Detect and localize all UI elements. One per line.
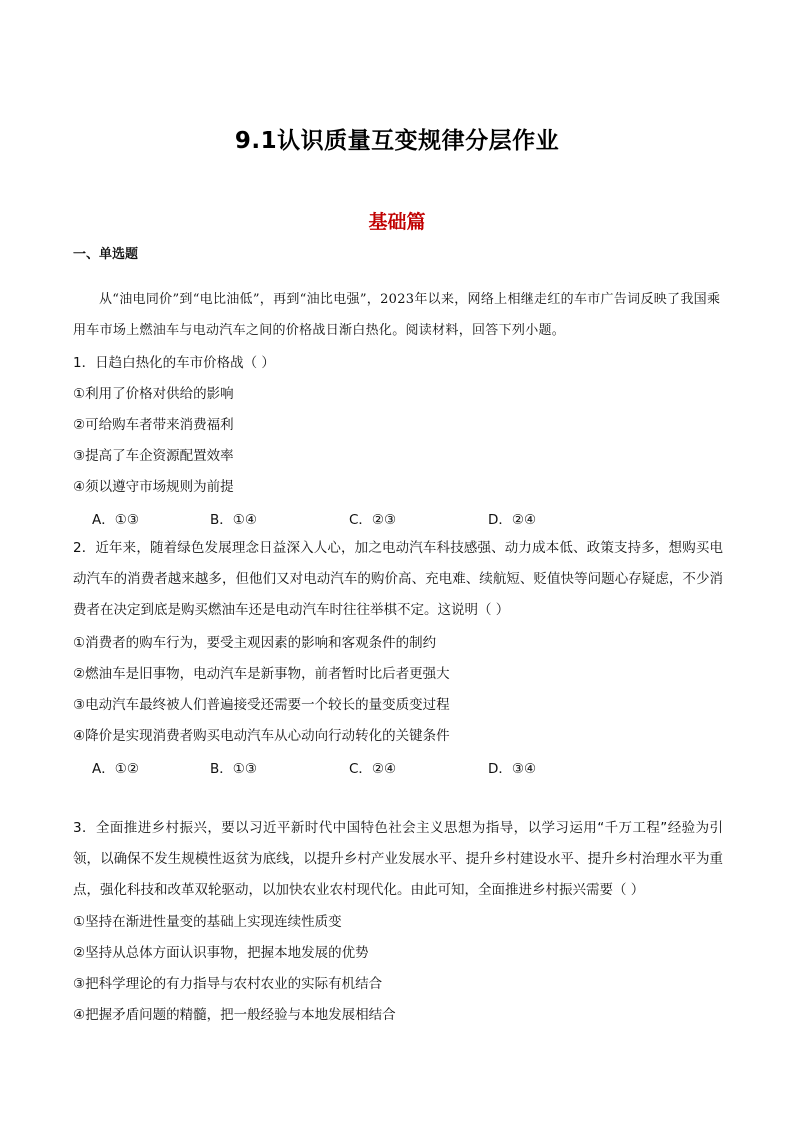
question-2-item-1: ①消费者的购车行为，要受主观因素的影响和客观条件的制约 <box>73 635 437 651</box>
question-2-item-4: ④降价是实现消费者购买电动汽车从心动向行动转化的关键条件 <box>73 728 450 744</box>
question-1-item-3: ③提高了车企资源配置效率 <box>73 448 234 464</box>
question-2-option-a[interactable]: A．①② <box>92 761 139 777</box>
question-1-option-d[interactable]: D．②④ <box>488 512 537 528</box>
question-1-option-a[interactable]: A．①③ <box>92 512 139 528</box>
question-2-option-d[interactable]: D．③④ <box>488 761 537 777</box>
section-level-title: 基础篇 <box>368 211 426 233</box>
question-1-item-2: ②可给购车者带来消费福利 <box>73 417 234 433</box>
question-1-item-1: ①利用了价格对供给的影响 <box>73 386 234 402</box>
document-title: 9.1认识质量互变规律分层作业 <box>234 128 560 154</box>
question-1-option-c[interactable]: C．②③ <box>349 512 397 528</box>
intro-paragraph: 从“油电同价”到“电比油低”，再到“油比电强”，2023年以来，网络上相继走红的车市广告词反映了我国乘用车市场上燃油车与电动汽车之间的价格战日渐白热化。阅读材料，回答下列小题。 <box>73 292 721 338</box>
question-3-item-3: ③把科学理论的有力指导与农村农业的实际有机结合 <box>73 976 383 992</box>
question-3-stem: 3．全面推进乡村振兴，要以习近平新时代中国特色社会主义思想为指导，以学习运用“千万工程”经验为引领，以确保不发生规模性返贫为底线，以提升乡村产业发展水平、提升乡村建设水平、提升乡村治理水平为重点，强化科技和改革双轮驱动，以加快农业农村现代化。由此可知，全面推进乡村振兴需要（ ） <box>73 820 723 898</box>
question-3-item-1: ①坚持在渐进性量变的基础上实现连续性质变 <box>73 914 342 930</box>
question-1-option-b[interactable]: B．①④ <box>210 512 257 528</box>
question-3-item-4: ④把握矛盾问题的精髓，把一般经验与本地发展相结合 <box>73 1007 396 1023</box>
section-heading: 一、单选题 <box>73 247 139 262</box>
question-1-stem: 1．日趋白热化的车市价格战（ ） <box>73 355 275 371</box>
question-2-item-2: ②燃油车是旧事物，电动汽车是新事物，前者暂时比后者更强大 <box>73 666 450 682</box>
question-3-item-2: ②坚持从总体方面认识事物，把握本地发展的优势 <box>73 945 369 961</box>
question-2-item-3: ③电动汽车最终被人们普遍接受还需要一个较长的量变质变过程 <box>73 697 450 713</box>
question-1-item-4: ④须以遵守市场规则为前提 <box>73 479 234 495</box>
question-2-option-c[interactable]: C．②④ <box>349 761 397 777</box>
question-2-stem: 2．近年来，随着绿色发展理念日益深入人心，加之电动汽车科技感强、动力成本低、政策支持多，想购买电动汽车的消费者越来越多，但他们又对电动汽车的购价高、充电难、续航短、贬值快等问题心存疑虑，不少消费者在决定到底是购买燃油车还是电动汽车时往往举棋不定。这说明（ ） <box>73 540 723 618</box>
question-2-option-b[interactable]: B．①③ <box>210 761 257 777</box>
